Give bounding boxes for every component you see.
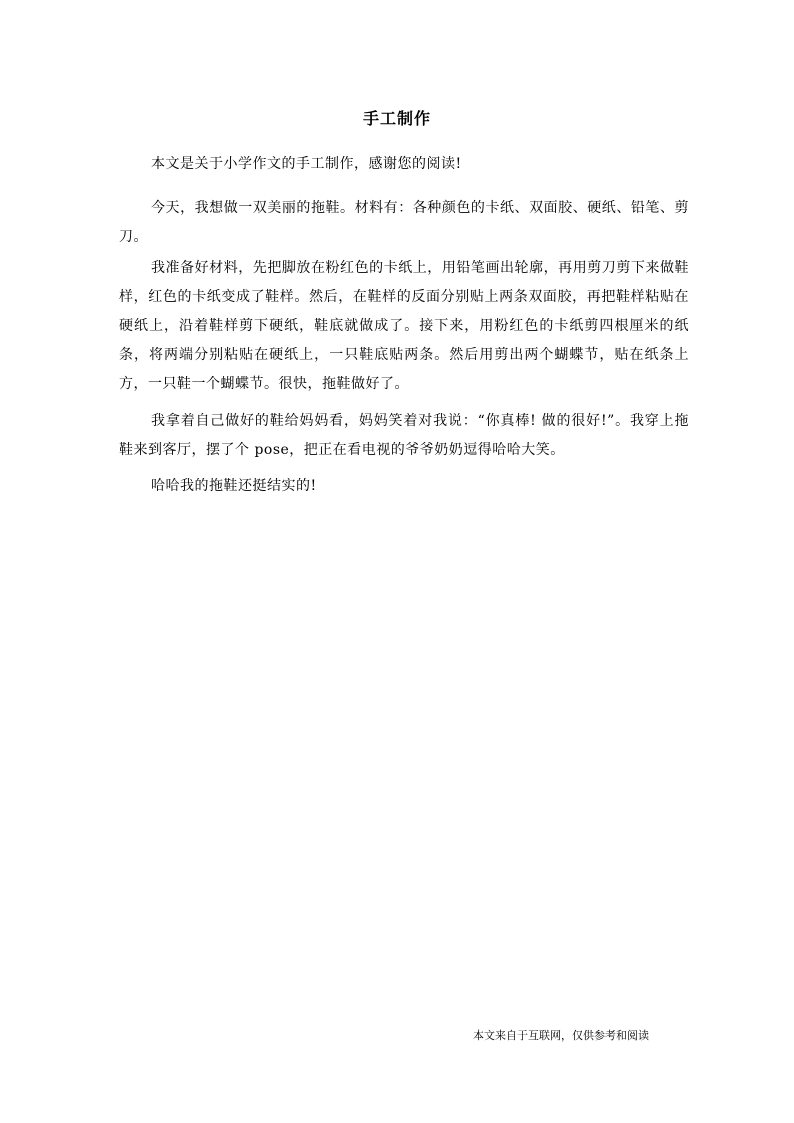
body-paragraph-2: 我准备好材料，先把脚放在粉红色的卡纸上，用铅笔画出轮廓，再用剪刀剪下来做鞋样，红色的卡纸变成了鞋样。然后，在鞋样的反面分别贴上两条双面胶，再把鞋样粘贴在硬纸上，沿着鞋样剪下硬纸，鞋底就做成了。接下来，用粉红色的卡纸剪四根厘米的纸条，将两端分别粘贴在硬纸上，一只鞋底贴两条。然后用剪出两个蝴蝶节，贴在纸条上方，一只鞋一个蝴蝶节。很快，拖鞋做好了。 [119,260,689,392]
intro-paragraph: 本文是关于小学作文的手工制作，感谢您的阅读! [151,156,462,172]
body-paragraph-1: 今天，我想做一双美丽的拖鞋。材料有：各种颜色的卡纸、双面胶、硬纸、铅笔、剪刀。 [119,200,689,245]
body-paragraph-3: 我拿着自己做好的鞋给妈妈看，妈妈笑着对我说：“你真棒! 做的很好!”。我穿上拖鞋来到客厅，摆了个 pose，把正在看电视的爷爷奶奶逗得哈哈大笑。 [119,413,689,458]
footer-note: 本文来自于互联网，仅供参考和阅读 [473,1029,649,1042]
document-title: 手工制作 [362,109,431,128]
body-paragraph-4: 哈哈我的拖鞋还挺结实的! [151,478,317,494]
